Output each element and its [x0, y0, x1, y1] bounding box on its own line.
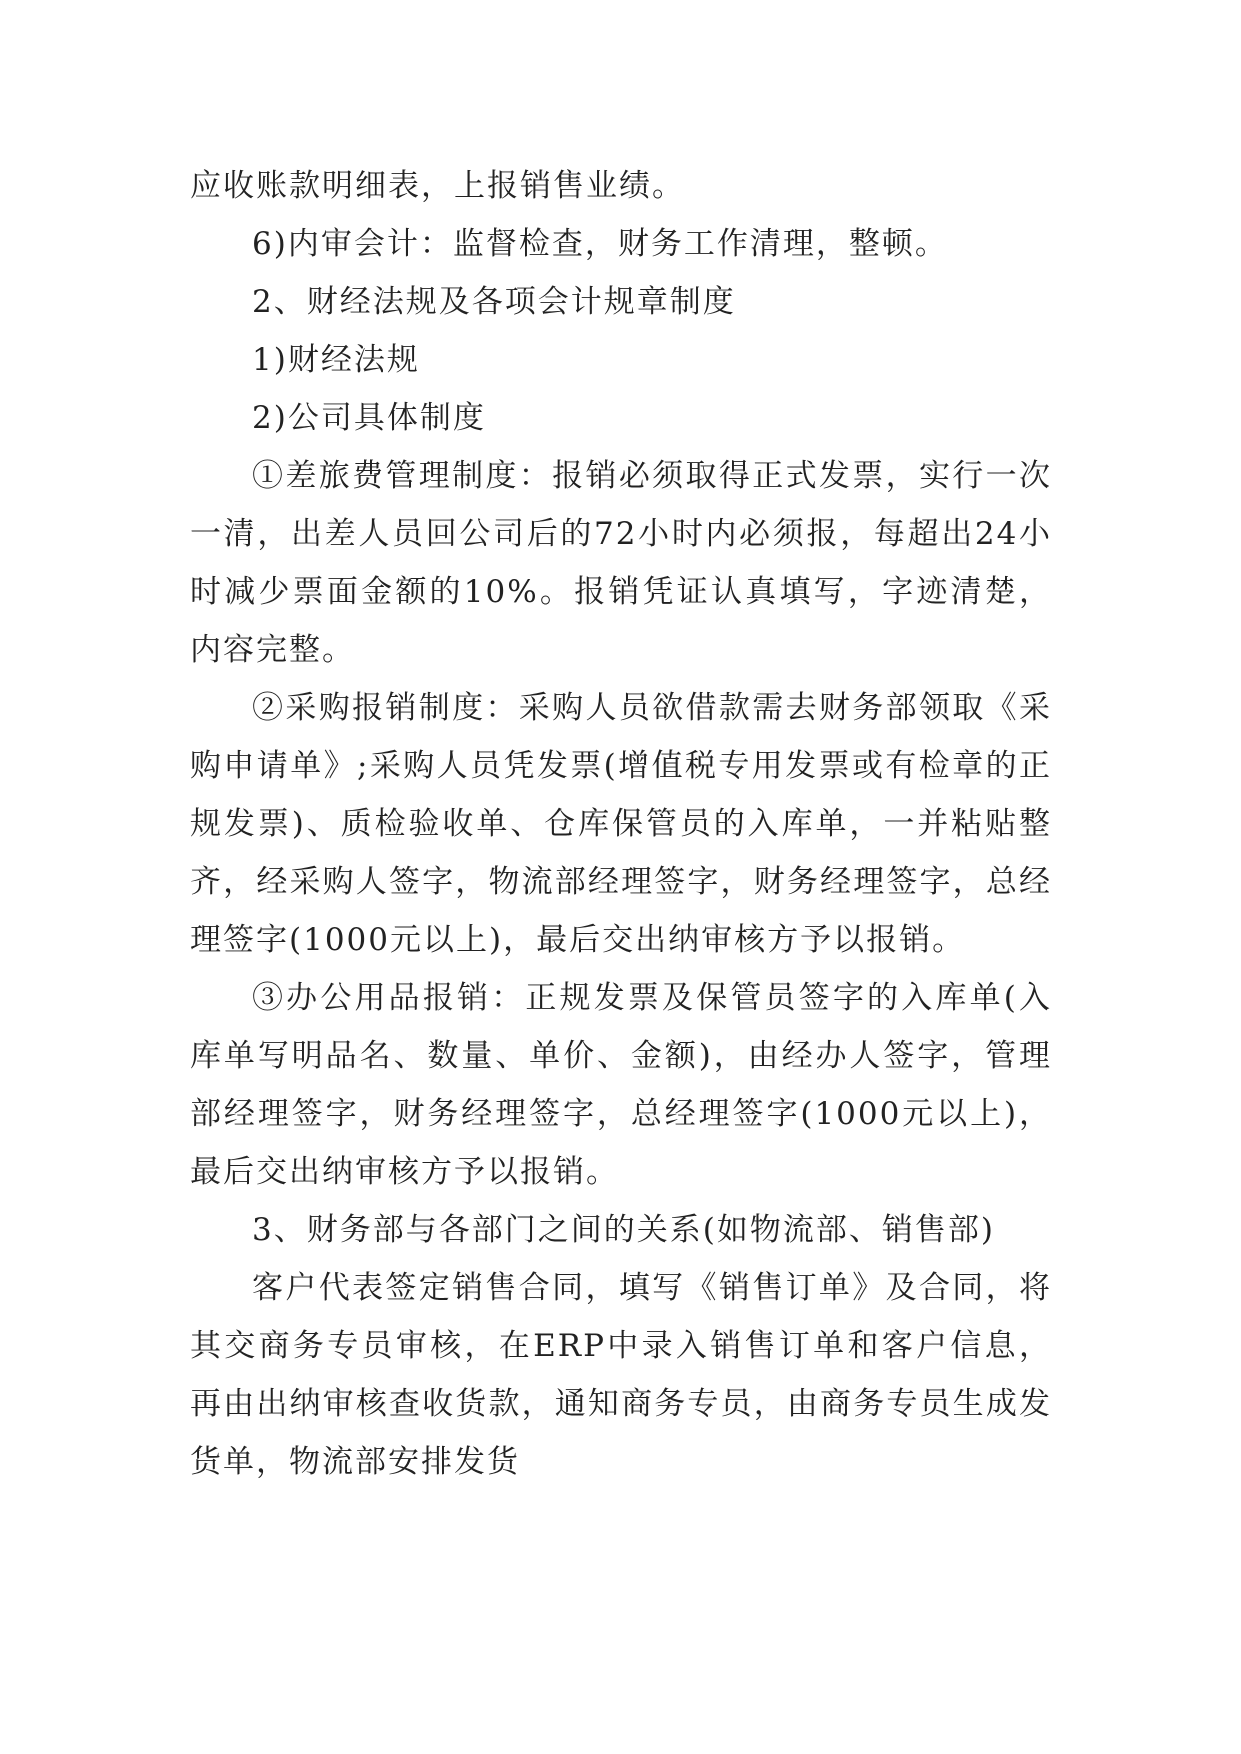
document-body — [190, 157, 1052, 1491]
paragraph-1: 应收账款明细表，上报销售业绩。 — [190, 168, 685, 204]
paragraph-7: ②采购报销制度：采购人员欲借款需去财务部领取《采购申请单》;采购人员凭发票(增值税专用发票或有检章的正规发票)、质检验收单、仓库保管员的入库单，一并粘贴整齐，经采购人签字，物流部经理签字，财务经理签字，总经理签字(1000元以上)，最后交出纳审核方予以报销。 — [190, 690, 1052, 958]
paragraph-4: 1)财经法规 — [252, 342, 420, 378]
paragraph-8: ③办公用品报销：正规发票及保管员签字的入库单(入库单写明品名、数量、单价、金额)，由经办人签字，管理部经理签字，财务经理签字，总经理签字(1000元以上)，最后交出纳审核方予以报销。 — [190, 980, 1052, 1190]
paragraph-9: 3、财务部与各部门之间的关系(如物流部、销售部) — [252, 1212, 995, 1248]
paragraph-10: 客户代表签定销售合同，填写《销售订单》及合同，将其交商务专员审核，在ERP中录入销售订单和客户信息，再由出纳审核查收货款，通知商务专员，由商务专员生成发货单，物流部安排发货 — [190, 1270, 1052, 1480]
paragraph-3: 2、财经法规及各项会计规章制度 — [252, 284, 736, 320]
paragraph-2: 6)内审会计：监督检查，财务工作清理，整顿。 — [252, 226, 948, 262]
paragraph-6: ①差旅费管理制度：报销必须取得正式发票，实行一次一清，出差人员回公司后的72小时内必须报，每超出24小时减少票面金额的10%。报销凭证认真填写，字迹清楚，内容完整。 — [190, 458, 1052, 668]
paragraph-5: 2)公司具体制度 — [252, 400, 486, 436]
